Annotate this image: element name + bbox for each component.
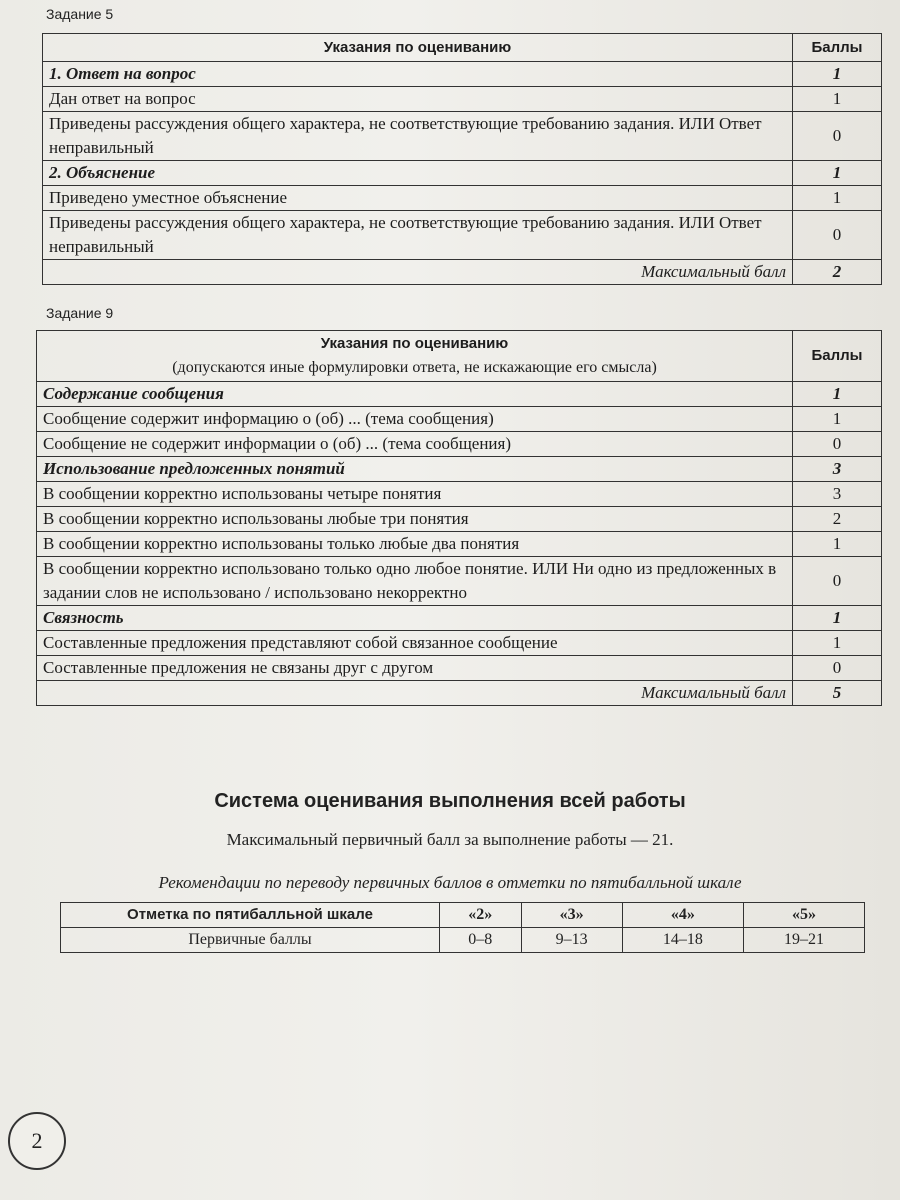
grade-scale-label: Отметка по пятибалльной шкале: [61, 903, 440, 928]
range-4: 14–18: [622, 928, 743, 953]
criterion-points: 0: [793, 656, 882, 681]
grade-4: «4»: [622, 903, 743, 928]
task9-section-row: [37, 457, 882, 482]
criterion-points: 3: [793, 482, 882, 507]
criterion-points: 1: [793, 382, 882, 407]
criteria-header: Указания по оцениванию: [43, 34, 793, 62]
recommendation-title: Рекомендации по переводу первичных баллов в отметки по пятибалльной шкале: [158, 873, 742, 892]
range-5: 19–21: [743, 928, 864, 953]
task5-criterion-row: [43, 87, 882, 112]
task5-criterion-row: [43, 112, 882, 161]
points-header: Баллы: [793, 331, 882, 382]
criteria-header-title: Указания по оцениванию: [320, 335, 509, 352]
task5-header-row: [43, 34, 882, 62]
criterion-text: В сообщении корректно использованы любые три понятия: [37, 507, 793, 532]
task9-table: [36, 330, 882, 706]
task9-criterion-row: [37, 557, 882, 606]
task9-criterion-row: [37, 631, 882, 656]
criterion-text: В сообщении корректно использованы четыре понятия: [37, 482, 793, 507]
task5-section-row: [43, 161, 882, 186]
grade-conversion-table: [60, 902, 865, 953]
criterion-points: 3: [793, 457, 882, 482]
task5-criterion-row: [43, 186, 882, 211]
page-number: 2: [8, 1112, 66, 1170]
max-score-value: 2: [793, 260, 882, 285]
criterion-text: Составленные предложения представляют собой связанное сообщение: [37, 631, 793, 656]
task9-label: Задание 9: [46, 305, 114, 321]
range-2: 0–8: [440, 928, 522, 953]
ranges-row: [61, 928, 865, 953]
system-title: Система оценивания выполнения всей работы: [214, 790, 686, 812]
criterion-points: 0: [793, 557, 882, 606]
max-score-value: 5: [793, 681, 882, 706]
task5-label: Задание 5: [46, 6, 114, 22]
max-score-label: Максимальный балл: [37, 681, 793, 706]
grade-2: «2»: [440, 903, 522, 928]
criterion-points: 0: [793, 211, 882, 260]
criterion-text: Приведены рассуждения общего характера, не соответствующие требованию задания. ИЛИ Ответ неправильный: [43, 112, 793, 161]
range-3: 9–13: [521, 928, 622, 953]
task5-max-row: [43, 260, 882, 285]
criterion-points: 1: [793, 631, 882, 656]
criterion-points: 1: [793, 87, 882, 112]
criterion-text: Сообщение не содержит информации о (об) ... (тема сообщения): [37, 432, 793, 457]
task5-table: [42, 33, 882, 285]
criterion-text: В сообщении корректно использованы только любые два понятия: [37, 532, 793, 557]
criterion-points: 0: [793, 112, 882, 161]
criterion-points: 1: [793, 161, 882, 186]
criterion-text: В сообщении корректно использовано только одно любое понятие. ИЛИ Ни одно из предложенных в задании слов не использовано / использовано некорректно: [37, 557, 793, 606]
task9-max-row: [37, 681, 882, 706]
section-title: Связность: [37, 606, 793, 631]
points-header: Баллы: [793, 34, 882, 62]
max-primary-score: Максимальный первичный балл за выполнение работы — 21.: [226, 830, 674, 849]
task9-section-row: [37, 382, 882, 407]
task9-criterion-row: [37, 656, 882, 681]
grade-5: «5»: [743, 903, 864, 928]
criterion-text: Приведено уместное объяснение: [43, 186, 793, 211]
task5-criterion-row: [43, 211, 882, 260]
criterion-points: 1: [793, 606, 882, 631]
task9-criterion-row: [37, 482, 882, 507]
criterion-points: 1: [793, 186, 882, 211]
section-title: Использование предложенных понятий: [37, 457, 793, 482]
criterion-text: Сообщение содержит информацию о (об) ... (тема сообщения): [37, 407, 793, 432]
section-title: Содержание сообщения: [37, 382, 793, 407]
task9-criterion-row: [37, 432, 882, 457]
criterion-text: Составленные предложения не связаны друг с другом: [37, 656, 793, 681]
grade-3: «3»: [521, 903, 622, 928]
criteria-header: [37, 331, 793, 382]
criterion-points: 2: [793, 507, 882, 532]
criterion-text: Приведены рассуждения общего характера, не соответствующие требованию задания. ИЛИ Ответ неправильный: [43, 211, 793, 260]
criterion-points: 0: [793, 432, 882, 457]
task9-header-row: [37, 331, 882, 382]
criterion-text: Дан ответ на вопрос: [43, 87, 793, 112]
task9-criterion-row: [37, 507, 882, 532]
task9-section-row: [37, 606, 882, 631]
task5-section-row: [43, 62, 882, 87]
primary-scores-label: Первичные баллы: [61, 928, 440, 953]
grades-row: [61, 903, 865, 928]
task9-criterion-row: [37, 532, 882, 557]
max-score-label: Максимальный балл: [43, 260, 793, 285]
criteria-header-note: (допускаются иные формулировки ответа, не искажающие его смысла): [172, 359, 657, 376]
criterion-points: 1: [793, 532, 882, 557]
criterion-points: 1: [793, 62, 882, 87]
criterion-points: 1: [793, 407, 882, 432]
section-title: 1. Ответ на вопрос: [43, 62, 793, 87]
task9-criterion-row: [37, 407, 882, 432]
section-title: 2. Объяснение: [43, 161, 793, 186]
